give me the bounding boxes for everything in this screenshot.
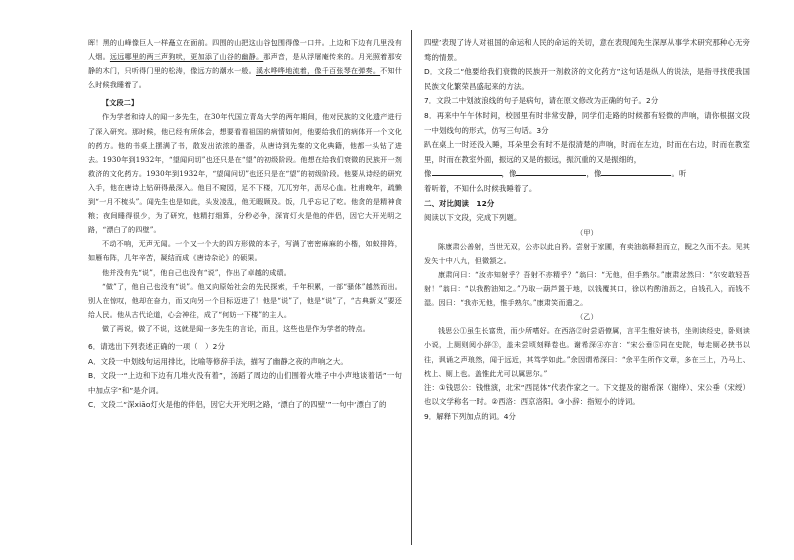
text-span: 不知什么时候我睡着了。: [88, 66, 402, 90]
passage-two-paragraph-3: 他并没有先“说”，他自己也没有“说”，作出了卓越的成绩。: [102, 267, 291, 277]
answer-blank-1[interactable]: [432, 167, 502, 176]
question-8: 8．再来中午午休时间，校园里有时非常安静，同学们走路的时候都有轻微的声响，请你根据文段一中划线句的形式，仿写三句话。3分: [424, 110, 750, 135]
fill-label: 像: [424, 169, 432, 179]
section-title-passage-two: 【文段二】: [102, 98, 139, 108]
underlined-sentence: 溪水哗哗地流着，像千百张琴在弹奏。: [255, 66, 381, 76]
passage-jia-paragraph-1: 陈康肃公善射，当世无双，公亦以此自矜。尝射于家圃，有卖油翁释担而立，睨之久而不去。见其发矢十中八九，但微颔之。: [424, 241, 750, 265]
question-6-option-c-continued: 四壁’表现了诗人对祖国的命运和人民的命运的关切，意在表现闻先生深厚从事学术研究那种心无旁骛的情景。: [424, 38, 750, 62]
question-8-fill-ending: 着听着，不知什么时候我睡着了。: [424, 183, 537, 193]
fill-label: 。听: [671, 169, 687, 179]
passage-yi-label: （乙）: [576, 312, 598, 322]
text-span: 晖！黑的山峰像巨人一样矗立在面前。四围的山把这山谷包围得像一口井。上边和下边有几: [88, 38, 381, 47]
passage-two-paragraph-5: 做了再说，做了不说，这就是闻一多先生的言论，而且，这些也是作为学者的特点。: [102, 323, 371, 333]
question-9: 9．解释下列加点的词。4分: [424, 411, 517, 421]
column-divider: [411, 30, 412, 545]
fill-label: ，像: [501, 169, 517, 179]
underlined-sentence: 远远哪里的两三声狗吠，更加添了山谷的幽静。: [109, 52, 264, 62]
passage-one-ending: [88, 36, 402, 92]
question-8-prompt-text: 趴在桌上一时还没入睡，耳朵里会有时不是很清楚的声响，时而在左边，时而在右边，时而在教室里，时而在教室外面，振远的又是的振远，振沉重的又是振细的，: [424, 140, 750, 164]
section-two-instruction: 阅读以下文段，完成下列题。: [424, 213, 522, 223]
question-6-option-a: A．文段一中划线句运用排比，比喻等修辞手法，描写了幽静之夜的声响之大。: [88, 356, 348, 366]
passage-two-paragraph-1: 作为学者和诗人的闻一多先生，在30年代国立青岛大学的两年期间，他对民族的文化遗产进行了深入研究。那时候，他已经有所体会，想要看看祖国的病情如何，他要给我们的病体开一个文化的药方。他的书桌上摆满了书，散发出浓浓的墨香，从唐诗到先秦的文化典籍，他都一头钻了进去。1930年到1932年，“望闻问切”也还只是在“望”的初级阶段。他想在给我们衰微的民族开一剂救济的文化药方。1930年到1932年，“望闻问切”也还只是在“望”的初级阶段。他要从诗经的研究入手，他在唐诗上钻研得最深入。他目不窥园，足不下楼，兀兀穷年，沥尽心血。杜甫晚年，疏懒到“一月不梳头”。闻先生也是如此，头发凌乱，他无暇顾及。饭，几乎忘记了吃。他贪的是精神食粮；夜间睡得很少，为了研究，他精打细算，分秒必争，深宵灯火是他的伴侣，因它大开光明之路，“漂白了的四壁”。: [88, 112, 402, 235]
text-span: 浮屠庵传来的。月光照着那安静的木门，只听得门里的松涛，像远方的潮水一般。: [88, 52, 403, 76]
passage-jia-label: （甲）: [576, 227, 598, 237]
text-span: 里没有人烟。: [88, 38, 403, 62]
question-6-option-c: C．文段二“深xiāo灯火是他的伴侣，因它大开光明之路，‘漂白了的四壁’”一句中‘漂白了的: [88, 400, 387, 410]
passage-two-paragraph-2: 不动不响，无声无闻。一个又一个大的四方形做的本子，写满了密密麻麻的小楷，如蚁排阵，如雁布阵，几年辛苦，凝结而成《唐诗杂论》的硕果。: [88, 239, 402, 263]
left-column: [88, 36, 402, 413]
question-7: 7．文段二中划波浪线的句子是病句，请在原文修改为正确的句子。2分: [424, 96, 659, 106]
answer-blank-3[interactable]: [601, 167, 671, 176]
right-column: [424, 36, 750, 425]
passage-notes: 注：①钱思公：钱惟演，北宋“西昆体”代表作家之一。下文提及的谢希深（谢绛）、宋公垂（宋绶）也以文学称名一时。②西洛：西京洛阳。③小辞：指短小的诗词。: [424, 382, 750, 407]
section-two-heading: 二、对比阅读 12分: [424, 198, 495, 208]
passage-yi-paragraph: 钱思公①虽生长富贵，而少所嗜好。在西洛②时尝语僚属，言平生惟好读书，坐则读经史，卧则读小说，上厕则阅小辞③，盖未尝顷刻释卷也。谢希深④亦言：“宋公垂⑤同在史院，每走厕必挟书以往，讽诵之声琅然，闻于远近，其笃学如此。”余因谓希深曰：“余平生所作文章，多在三上，乃马上、枕上、厕上也。盖惟此尤可以属思尔。”: [424, 326, 750, 378]
answer-blank-2[interactable]: [516, 167, 586, 176]
text-span: 那声音，是从: [263, 52, 308, 62]
question-6-option-b: B．文段一“上边和下边有几堆火没有着”，汤蹈了周边的山们围着火堆子中小声地谈着话”一句中加点字“和”是介词。: [88, 371, 402, 395]
fill-label: ，像: [586, 169, 602, 179]
question-6: 6．请选出下列表述正确的一项（ ）2分: [88, 341, 225, 351]
question-8-fill-line: [424, 167, 750, 182]
passage-two-paragraph-4: “做”了，他自己也没有“说”。他又向原始社会的先民探索，千年积累，一部“骚体”越然而出。别人在惊叹，他却在奋力，而又向另一个目标迈进了！他是“说”了，他是“说”了，“古典新义”要还给人民。他从古代论道，心会神往，成了“何妨一下楼”的主人。: [88, 281, 402, 319]
question-6-option-d: D．文段二“他要给我们衰微的民族开一剂救济的文化药方”这句话是纵人的说法，是指寻找使我国民族文化繁荣昌盛起来的方法。: [424, 67, 750, 91]
passage-jia-paragraph-2: 康肃问曰：“汝亦知射乎？吾射不亦精乎？”翁曰：“无他，但手熟尔。”康肃忿然曰：“尔安敢轻吾射！”翁曰：“以我酌油知之。”乃取一葫芦置于地，以钱覆其口，徐以杓酌油沥之，自钱孔入，而钱不湿。因曰：“我亦无他，惟手熟尔。”康肃笑而遣之。: [424, 270, 750, 308]
